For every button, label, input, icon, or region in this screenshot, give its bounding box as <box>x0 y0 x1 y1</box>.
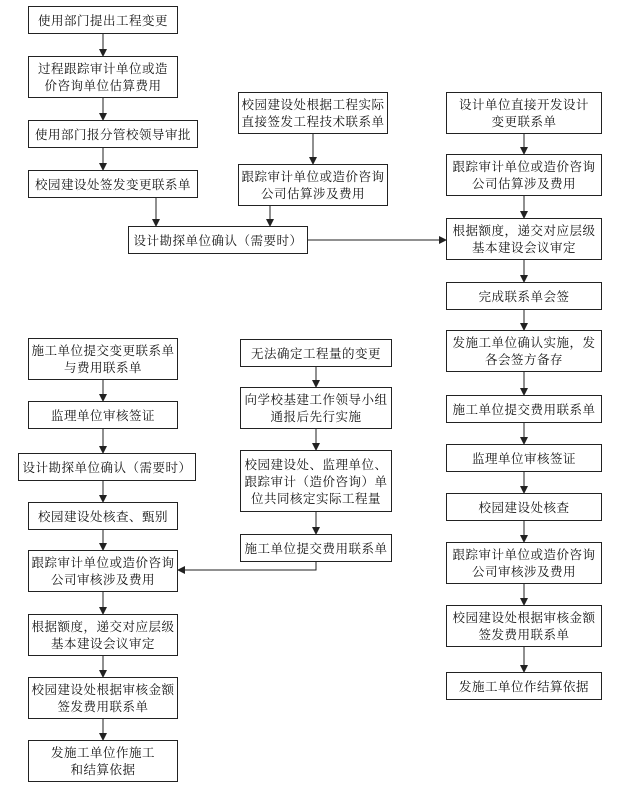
box-line: 监理单位审核签证 <box>471 450 576 466</box>
box-design-confirm <box>128 226 308 254</box>
box-line: 签发费用联系单 <box>57 699 149 714</box>
box-design-unit-change <box>446 92 602 134</box>
box-line: 无法确定工程量的变更 <box>250 345 381 361</box>
box-line: 校园建设处根据审核金额 <box>31 682 175 697</box>
box-line: 施工单位提交费用联系单 <box>452 401 596 417</box>
box-line: 校园建设处根据工程实际 <box>241 97 385 112</box>
box-leader-approval <box>28 120 198 148</box>
box-line: 校园建设处核查、甄别 <box>37 508 168 524</box>
box-audit-review-cost-2 <box>28 550 178 592</box>
box-issue-tech-contact <box>238 92 388 134</box>
box-line: 使用部门提出工程变更 <box>37 12 168 28</box>
box-line: 校园建设处签发变更联系单 <box>34 176 191 192</box>
box-line: 公司审核涉及费用 <box>51 572 156 587</box>
connector-arrow <box>178 562 316 570</box>
box-supervision-sign-2 <box>28 401 178 429</box>
box-design-confirm-2 <box>18 453 196 481</box>
box-supervision-sign <box>446 444 602 472</box>
box-settlement-basis <box>446 672 602 700</box>
box-uncertain-quantity <box>240 339 392 367</box>
box-line: 发施工单位作结算依据 <box>458 678 589 694</box>
box-issue-change-contact <box>28 170 198 198</box>
box-line: 根据额度，递交对应层级 <box>31 619 175 634</box>
box-line: 完成联系单会签 <box>478 288 570 304</box>
box-line: 各会签方备存 <box>484 352 563 367</box>
box-line: 公司估算涉及费用 <box>471 176 576 191</box>
box-line: 与费用联系单 <box>64 360 143 375</box>
box-report-and-implement <box>240 387 392 429</box>
box-audit-review-cost <box>446 542 602 584</box>
box-contact-countersign <box>446 282 602 310</box>
box-line: 根据额度，递交对应层级 <box>452 223 596 238</box>
box-line: 跟踪审计单位或造价咨询 <box>241 169 385 184</box>
box-submit-fee-contact-2 <box>240 534 392 562</box>
box-line: 校园建设处根据审核金额 <box>452 610 596 625</box>
box-line: 变更联系单 <box>491 114 557 129</box>
box-line: 跟踪审计（造价咨询）单 <box>244 473 388 489</box>
box-line: 使用部门报分管校领导审批 <box>34 126 191 142</box>
box-line: 校园建设处核查 <box>478 499 570 515</box>
box-audit-estimate-cost <box>28 56 178 98</box>
box-line: 价咨询单位估算费用 <box>44 78 162 93</box>
box-line: 发施工单位作施工 <box>50 745 155 760</box>
box-submit-fee-contact <box>446 395 602 423</box>
box-campus-check <box>446 493 602 521</box>
box-usage-dept-propose-change <box>28 6 178 34</box>
box-line: 设计勘探单位确认（需要时） <box>22 459 192 475</box>
box-line: 位共同核定实际工程量 <box>251 490 382 506</box>
box-line: 发施工单位确认实施，发 <box>452 335 596 350</box>
box-line: 直接签发工程技术联系单 <box>241 114 385 129</box>
box-line: 通报后先行实施 <box>270 409 362 424</box>
box-line: 设计勘探单位确认（需要时） <box>133 232 303 248</box>
box-campus-check-screen <box>28 502 178 530</box>
box-line: 公司审核涉及费用 <box>471 564 576 579</box>
box-line: 跟踪审计单位或造价咨询 <box>31 555 175 570</box>
box-construction-confirm <box>446 330 602 372</box>
box-construction-settlement <box>28 740 178 782</box>
box-line: 公司估算涉及费用 <box>261 186 366 201</box>
box-line: 过程跟踪审计单位或造 <box>37 61 168 76</box>
box-audit-estimate-cost-3 <box>446 154 602 196</box>
box-submit-change-and-fee <box>28 338 178 380</box>
box-line: 设计单位直接开发设计 <box>458 97 589 112</box>
box-line: 基本建设会议审定 <box>471 240 576 255</box>
box-issue-fee-contact-2 <box>28 677 178 719</box>
box-meeting-review-2 <box>28 614 178 656</box>
box-line: 监理单位审核签证 <box>50 407 155 423</box>
box-line: 基本建设会议审定 <box>51 636 156 651</box>
box-joint-quantity-check <box>240 450 392 512</box>
box-issue-fee-contact <box>446 605 602 647</box>
box-meeting-review <box>446 218 602 260</box>
box-line: 施工单位提交费用联系单 <box>244 540 388 556</box>
box-line: 向学校基建工作领导小组 <box>244 392 388 407</box>
box-line: 跟踪审计单位或造价咨询 <box>452 547 596 562</box>
box-line: 和结算依据 <box>70 762 136 777</box>
box-line: 施工单位提交变更联系单 <box>31 343 175 358</box>
box-line: 跟踪审计单位或造价咨询 <box>452 159 596 174</box>
box-line: 校园建设处、监理单位、 <box>244 456 388 472</box>
box-line: 签发费用联系单 <box>478 627 570 642</box>
box-audit-estimate-cost-2 <box>238 164 388 206</box>
